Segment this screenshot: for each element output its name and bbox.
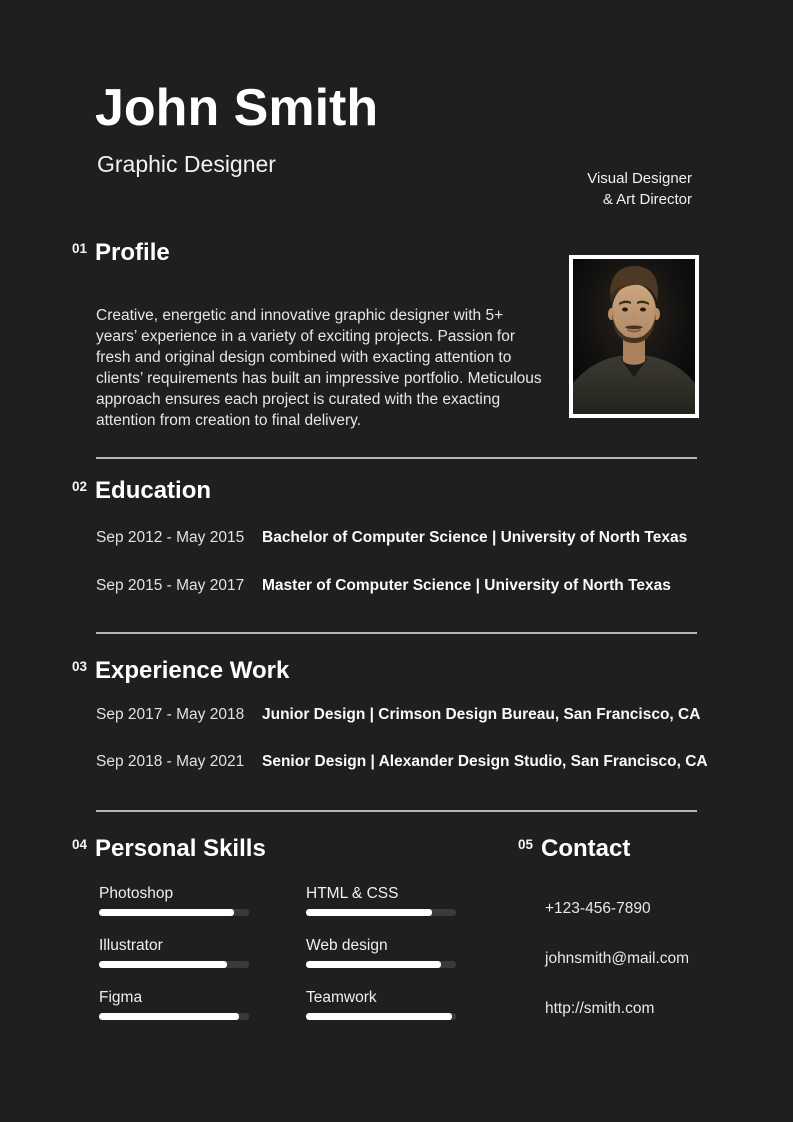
experience-position: Junior Design | Crimson Design Bureau, San Francisco, CA [262, 706, 701, 723]
experience-position: Senior Design | Alexander Design Studio, San Francisco, CA [262, 753, 708, 770]
skill-progress-track [306, 909, 456, 916]
skill-progress-fill [306, 961, 441, 968]
profile-photo [569, 255, 699, 418]
section-number: 05 [518, 837, 534, 852]
skill-progress-track [99, 909, 249, 916]
page-title: John Smith [95, 79, 379, 137]
section-header-skills [72, 836, 266, 862]
skill-progress-fill [306, 909, 432, 916]
section-number: 02 [72, 479, 88, 494]
contact-email[interactable]: johnsmith@mail.com [545, 950, 690, 967]
section-title-education: Education [95, 477, 212, 504]
portrait-illustration [573, 259, 695, 414]
skill-item [306, 885, 456, 916]
skill-progress-fill [99, 909, 234, 916]
skill-label: HTML & CSS [306, 885, 399, 902]
section-number: 03 [72, 659, 88, 674]
skill-progress-fill [99, 961, 227, 968]
skill-progress-fill [99, 1013, 239, 1020]
section-header-profile [72, 240, 170, 266]
education-degree: Master of Computer Science | University of North Texas [262, 577, 671, 594]
section-title-skills: Personal Skills [95, 835, 266, 862]
tagline-line-2: & Art Director [602, 191, 692, 208]
education-dates: Sep 2015 - May 2017 [96, 577, 245, 594]
skill-item [99, 937, 249, 968]
skills-grid [99, 885, 456, 1020]
skill-label: Figma [99, 989, 143, 1006]
experience-dates: Sep 2018 - May 2021 [96, 753, 245, 770]
education-dates: Sep 2012 - May 2015 [96, 529, 245, 546]
contact-phone: +123-456-7890 [545, 900, 651, 917]
section-title-contact: Contact [541, 835, 631, 862]
section-title-experience: Experience Work [95, 657, 290, 684]
section-divider [96, 457, 697, 459]
skill-label: Teamwork [306, 989, 377, 1006]
skill-label: Photoshop [99, 885, 174, 902]
skill-progress-track [306, 961, 456, 968]
section-divider [96, 810, 697, 812]
section-header-experience [72, 658, 289, 684]
section-header-education [72, 478, 211, 504]
experience-dates: Sep 2017 - May 2018 [96, 706, 245, 723]
section-title-profile: Profile [95, 239, 170, 266]
skill-item [99, 989, 249, 1020]
job-role: Graphic Designer [97, 151, 276, 177]
section-number: 04 [72, 837, 88, 852]
profile-summary: Creative, energetic and innovative graphic designer with 5+ years’ experience in a variety of exciting projects. Passion for fresh and original design combined with exacting attention to clients’ requirements has built an impressive portfolio. Meticulous approach ensures each project is curated with the exacting attention from creation to final delivery. [96, 306, 542, 429]
skill-label: Web design [306, 937, 388, 954]
section-header-contact [518, 836, 630, 862]
section-number: 01 [72, 241, 88, 256]
tagline [587, 168, 692, 210]
tagline-line-1: Visual Designer [587, 170, 692, 187]
skill-progress-track [99, 961, 249, 968]
skill-label: Illustrator [99, 937, 163, 954]
skill-item [306, 937, 456, 968]
education-degree: Bachelor of Computer Science | University of North Texas [262, 529, 688, 546]
skill-progress-track [99, 1013, 249, 1020]
skill-item [99, 885, 249, 916]
education-row [96, 528, 716, 547]
education-row [96, 576, 716, 595]
section-divider [96, 632, 697, 634]
skill-progress-track [306, 1013, 456, 1020]
contact-website[interactable]: http://smith.com [545, 1000, 655, 1017]
experience-row [96, 705, 716, 724]
skill-progress-fill [306, 1013, 452, 1020]
experience-row [96, 752, 716, 771]
skill-item [306, 989, 456, 1020]
